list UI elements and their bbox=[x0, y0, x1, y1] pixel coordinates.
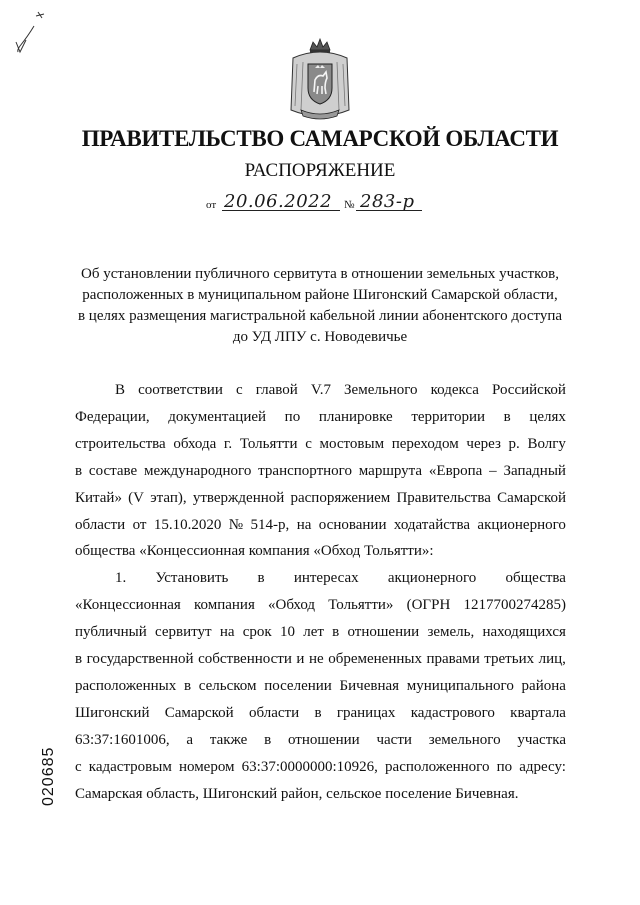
body-word: Федерации, bbox=[75, 408, 150, 425]
body-line bbox=[75, 377, 566, 404]
body-word: в bbox=[264, 731, 272, 748]
body-word: в bbox=[503, 408, 511, 425]
body-word: 15.10.2020 bbox=[153, 516, 222, 533]
body-word: территории bbox=[411, 408, 485, 425]
body-word: в bbox=[183, 677, 192, 694]
body-line bbox=[75, 781, 566, 808]
body-word: кадастровым bbox=[88, 758, 172, 775]
body-word: г. bbox=[223, 435, 233, 452]
body-word: части bbox=[376, 731, 412, 748]
body-word: на bbox=[219, 624, 235, 641]
body-word: обхода bbox=[173, 435, 217, 452]
body-word: распоряжением bbox=[290, 489, 391, 506]
body-word: государственной bbox=[86, 651, 194, 668]
body-word: поселении bbox=[264, 677, 332, 694]
number-underline bbox=[356, 210, 422, 211]
body-word: по bbox=[496, 758, 513, 775]
document-subject bbox=[60, 264, 580, 348]
body-line bbox=[75, 538, 566, 565]
body-word: муниципального bbox=[406, 677, 514, 694]
body-word: также bbox=[209, 731, 248, 748]
body-word: общества bbox=[505, 570, 566, 587]
body-word: земельного bbox=[428, 731, 501, 748]
body-word: по bbox=[284, 408, 301, 425]
body-word: V.7 bbox=[310, 382, 331, 398]
body-word: 1217700274285) bbox=[463, 597, 566, 614]
body-word: лет bbox=[303, 624, 324, 641]
body-word: адресу: bbox=[519, 758, 566, 775]
body-word: земель, bbox=[427, 624, 475, 641]
body-word: главой bbox=[255, 382, 298, 398]
body-word: «Европа bbox=[428, 462, 483, 479]
body-word: на bbox=[296, 516, 312, 533]
body-word: строительства bbox=[75, 435, 166, 452]
body-word: через bbox=[466, 435, 501, 452]
body-word: а bbox=[186, 731, 194, 748]
body-word: документацией bbox=[168, 408, 267, 425]
body-word: Волгу bbox=[527, 435, 566, 452]
body-word: в bbox=[314, 704, 322, 721]
coat-of-arms-icon bbox=[285, 36, 355, 122]
subject-line: расположенных в муниципальном районе Шигонский Самарской области, bbox=[82, 287, 558, 303]
body-word: кодекса bbox=[430, 382, 479, 398]
body-word: правами bbox=[426, 651, 480, 668]
date-number-line bbox=[206, 193, 436, 217]
body-line bbox=[75, 754, 566, 781]
organization-title: ПРАВИТЕЛЬСТВО САМАРСКОЙ ОБЛАСТИ bbox=[81, 126, 559, 151]
body-word: собственности bbox=[198, 651, 292, 668]
body-word: 514-р, bbox=[250, 516, 290, 533]
body-line bbox=[75, 485, 566, 512]
body-line bbox=[75, 700, 566, 727]
body-word: 1. bbox=[115, 570, 127, 587]
body-word: с bbox=[305, 435, 312, 452]
body-word: не bbox=[308, 651, 324, 668]
body-word: Правительства bbox=[396, 489, 491, 506]
body-word: участка bbox=[517, 731, 566, 748]
body-word: транспортного bbox=[258, 462, 352, 479]
document-number: 283-р bbox=[360, 191, 415, 212]
body-word: с bbox=[75, 758, 82, 775]
registration-number: 020685 bbox=[40, 746, 57, 806]
body-word: – bbox=[489, 462, 497, 479]
body-word: Установить bbox=[155, 570, 229, 587]
body-word: сервитут bbox=[155, 624, 212, 641]
body-word: планировке bbox=[318, 408, 393, 425]
body-word: акционерного bbox=[477, 516, 566, 533]
body-word: отношении bbox=[347, 624, 420, 641]
body-word: ходатайства bbox=[393, 516, 470, 533]
body-word: и bbox=[296, 651, 305, 668]
handwritten-mark-icon bbox=[8, 8, 48, 56]
body-line bbox=[75, 512, 566, 539]
date-prefix: от bbox=[206, 199, 217, 211]
body-word: находящихся bbox=[482, 624, 566, 641]
body-word: отношении bbox=[288, 731, 360, 748]
body-word: переходом bbox=[391, 435, 459, 452]
body-line bbox=[75, 727, 566, 754]
document-type: РАСПОРЯЖЕНИЕ bbox=[244, 160, 396, 181]
body-word: Земельного bbox=[344, 382, 418, 398]
body-word: в bbox=[75, 651, 83, 668]
body-word: 63:37:1601006, bbox=[75, 731, 170, 748]
body-word: компания bbox=[193, 597, 255, 614]
body-word: Бичевная bbox=[339, 677, 400, 694]
body-word: в bbox=[75, 462, 83, 479]
body-word: Российской bbox=[491, 382, 566, 398]
body-line bbox=[75, 404, 566, 431]
body-word: в bbox=[332, 624, 340, 641]
body-word: Самарская область, Шигонский район, сельское поселение Бичевная. bbox=[75, 785, 519, 802]
subject-line: в целях размещения магистральной кабельной линии абонентского доступа bbox=[77, 308, 563, 324]
document-date: 20.06.2022 bbox=[224, 191, 333, 212]
body-word: срок bbox=[242, 624, 272, 641]
body-word: публичный bbox=[75, 624, 147, 641]
document-body bbox=[75, 377, 566, 808]
body-word: в bbox=[257, 570, 265, 587]
body-word: Западный bbox=[503, 462, 566, 479]
body-word: лиц, bbox=[538, 651, 566, 668]
body-word: обремененных bbox=[328, 651, 422, 668]
body-word: мостовым bbox=[319, 435, 385, 452]
body-word: основании bbox=[318, 516, 387, 533]
body-word: области bbox=[75, 516, 126, 533]
body-word: расположенных bbox=[75, 677, 177, 694]
body-word: области bbox=[248, 704, 300, 721]
date-underline bbox=[222, 210, 340, 211]
body-word: района bbox=[521, 677, 566, 694]
body-word: Шигонский bbox=[75, 704, 150, 721]
body-word: 63:37:0000000:10926, bbox=[241, 758, 378, 775]
body-word: от bbox=[132, 516, 147, 533]
body-word: маршрута bbox=[358, 462, 423, 479]
body-word: целях bbox=[529, 408, 566, 425]
subject-line: Об установлении публичного сервитута в отношении земельных участков, bbox=[81, 266, 559, 282]
body-word: международного bbox=[144, 462, 252, 479]
body-word: общества «Концессионная компания «Обход Тольятти»: bbox=[75, 543, 434, 560]
body-word: № bbox=[228, 516, 244, 533]
body-word: р. bbox=[508, 435, 520, 452]
body-word: номером bbox=[178, 758, 235, 775]
body-word: Китай» bbox=[75, 489, 122, 506]
body-word: Тольятти» bbox=[328, 597, 394, 614]
body-word: соответствии bbox=[138, 382, 223, 398]
body-word: кадастрового bbox=[410, 704, 495, 721]
body-word: интересах bbox=[293, 570, 359, 587]
body-line bbox=[75, 458, 566, 485]
body-word: 10 bbox=[279, 624, 295, 641]
body-word: Самарской bbox=[164, 704, 234, 721]
body-word: квартала bbox=[510, 704, 566, 721]
body-word: Тольятти bbox=[239, 435, 298, 452]
body-word: (ОГРН bbox=[406, 597, 451, 614]
body-line bbox=[75, 565, 566, 592]
body-line bbox=[75, 646, 566, 673]
body-word: утвержденной bbox=[192, 489, 285, 506]
body-word: «Концессионная bbox=[75, 597, 181, 614]
body-word: этап), bbox=[150, 489, 187, 506]
subject-line: до УД ЛПУ с. Новодевичье bbox=[232, 329, 408, 345]
number-prefix: № bbox=[344, 199, 355, 211]
body-line bbox=[75, 592, 566, 619]
body-word: составе bbox=[88, 462, 138, 479]
body-word: границах bbox=[336, 704, 396, 721]
body-word: Самарской bbox=[497, 489, 566, 506]
body-word: «Обход bbox=[268, 597, 316, 614]
body-line bbox=[75, 619, 566, 646]
body-word: (V bbox=[128, 489, 144, 506]
body-line bbox=[75, 673, 566, 700]
body-word: расположенного bbox=[385, 758, 490, 775]
body-word: В bbox=[115, 382, 126, 398]
body-line bbox=[75, 431, 566, 458]
body-word: акционерного bbox=[387, 570, 477, 587]
body-word: третьих bbox=[484, 651, 535, 668]
body-word: сельском bbox=[198, 677, 257, 694]
body-word: с bbox=[235, 382, 243, 398]
